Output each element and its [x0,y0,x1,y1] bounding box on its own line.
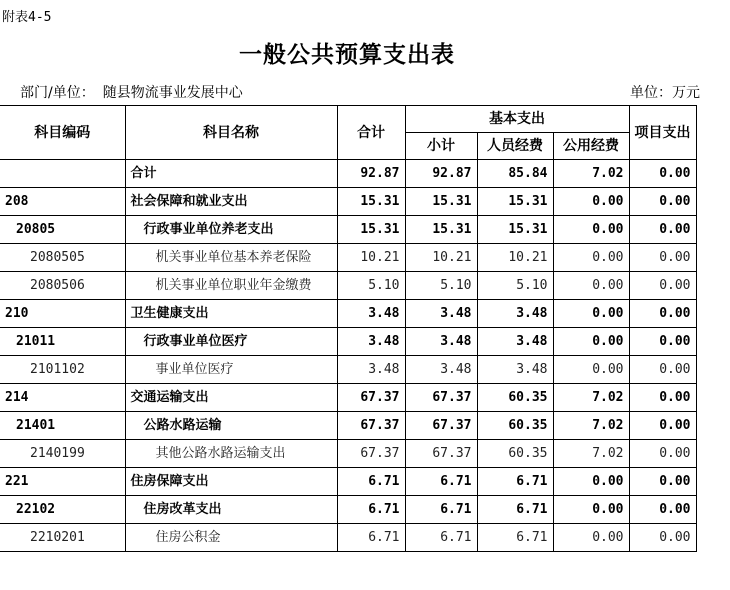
cell-public: 0.00 [553,356,629,384]
cell-personnel: 60.35 [477,412,553,440]
table-row [0,300,696,328]
cell-code [0,160,125,188]
cell-code: 210 [0,300,125,328]
table-row [0,188,696,216]
cell-public: 0.00 [553,524,629,552]
cell-public: 7.02 [553,160,629,188]
table-row [0,160,696,188]
cell-public: 0.00 [553,328,629,356]
department-value: 随县物流事业发展中心 [102,85,243,101]
cell-code: 20805 [0,216,125,244]
header-basic: 基本支出 [405,106,629,133]
cell-personnel: 5.10 [477,272,553,300]
cell-name: 社会保障和就业支出 [125,188,337,216]
cell-subtotal: 3.48 [405,356,477,384]
cell-personnel: 10.21 [477,244,553,272]
table-row [0,272,696,300]
cell-subtotal: 15.31 [405,188,477,216]
header-personnel: 人员经费 [477,133,553,160]
cell-public: 7.02 [553,384,629,412]
department-label: 部门/单位： [20,85,95,101]
cell-total: 3.48 [337,356,405,384]
cell-personnel: 3.48 [477,356,553,384]
cell-personnel: 6.71 [477,524,553,552]
cell-public: 0.00 [553,468,629,496]
cell-name: 行政事业单位医疗 [125,328,337,356]
cell-subtotal: 67.37 [405,412,477,440]
cell-subtotal: 67.37 [405,384,477,412]
table-row [0,412,696,440]
cell-code: 2140199 [0,440,125,468]
page-title: 一般公共预算支出表 [239,41,455,68]
cell-project: 0.00 [629,496,696,524]
cell-personnel: 15.31 [477,216,553,244]
cell-name: 卫生健康支出 [125,300,337,328]
cell-name: 事业单位医疗 [125,356,337,384]
cell-personnel: 3.48 [477,328,553,356]
cell-subtotal: 5.10 [405,272,477,300]
cell-subtotal: 15.31 [405,216,477,244]
cell-name: 其他公路水路运输支出 [125,440,337,468]
cell-total: 67.37 [337,412,405,440]
cell-name: 交通运输支出 [125,384,337,412]
cell-project: 0.00 [629,440,696,468]
cell-code: 2080506 [0,272,125,300]
cell-code: 2101102 [0,356,125,384]
header-project: 项目支出 [629,106,696,160]
cell-subtotal: 67.37 [405,440,477,468]
cell-total: 67.37 [337,440,405,468]
cell-public: 0.00 [553,216,629,244]
table-row [0,524,696,552]
cell-total: 15.31 [337,188,405,216]
cell-total: 6.71 [337,468,405,496]
header-name: 科目名称 [125,106,337,160]
unit-label: 单位：万元 [630,85,700,101]
cell-total: 67.37 [337,384,405,412]
table-row [0,244,696,272]
cell-total: 92.87 [337,160,405,188]
cell-project: 0.00 [629,244,696,272]
cell-code: 21011 [0,328,125,356]
cell-name: 公路水路运输 [125,412,337,440]
cell-project: 0.00 [629,216,696,244]
cell-name: 住房公积金 [125,524,337,552]
cell-project: 0.00 [629,328,696,356]
table-row [0,384,696,412]
cell-public: 7.02 [553,412,629,440]
cell-project: 0.00 [629,300,696,328]
cell-project: 0.00 [629,468,696,496]
cell-personnel: 3.48 [477,300,553,328]
cell-personnel: 60.35 [477,384,553,412]
cell-project: 0.00 [629,160,696,188]
cell-public: 0.00 [553,496,629,524]
cell-public: 7.02 [553,440,629,468]
cell-public: 0.00 [553,188,629,216]
cell-personnel: 15.31 [477,188,553,216]
cell-subtotal: 6.71 [405,524,477,552]
cell-subtotal: 10.21 [405,244,477,272]
department-info [20,82,243,102]
cell-name: 机关事业单位基本养老保险 [125,244,337,272]
cell-project: 0.00 [629,188,696,216]
budget-table [0,105,697,552]
cell-public: 0.00 [553,272,629,300]
cell-code: 208 [0,188,125,216]
cell-code: 221 [0,468,125,496]
table-row [0,356,696,384]
table-row [0,216,696,244]
cell-name: 行政事业单位养老支出 [125,216,337,244]
cell-project: 0.00 [629,524,696,552]
cell-project: 0.00 [629,412,696,440]
header-total: 合计 [337,106,405,160]
cell-personnel: 60.35 [477,440,553,468]
header-subtotal: 小计 [405,133,477,160]
table-row [0,328,696,356]
cell-public: 0.00 [553,300,629,328]
table-row [0,440,696,468]
cell-total: 6.71 [337,524,405,552]
attachment-label: 附表4-5 [2,10,52,25]
cell-code: 21401 [0,412,125,440]
cell-project: 0.00 [629,272,696,300]
cell-public: 0.00 [553,244,629,272]
cell-code: 2080505 [0,244,125,272]
cell-total: 10.21 [337,244,405,272]
cell-code: 214 [0,384,125,412]
cell-subtotal: 3.48 [405,300,477,328]
table-body [0,160,696,552]
table-row [0,496,696,524]
cell-code: 2210201 [0,524,125,552]
cell-subtotal: 92.87 [405,160,477,188]
header-code: 科目编码 [0,106,125,160]
cell-name: 机关事业单位职业年金缴费 [125,272,337,300]
table-row [0,468,696,496]
cell-subtotal: 3.48 [405,328,477,356]
cell-total: 6.71 [337,496,405,524]
cell-project: 0.00 [629,356,696,384]
cell-total: 5.10 [337,272,405,300]
cell-personnel: 6.71 [477,496,553,524]
cell-project: 0.00 [629,384,696,412]
cell-subtotal: 6.71 [405,468,477,496]
cell-name: 合计 [125,160,337,188]
cell-personnel: 85.84 [477,160,553,188]
cell-personnel: 6.71 [477,468,553,496]
header-public: 公用经费 [553,133,629,160]
cell-subtotal: 6.71 [405,496,477,524]
cell-code: 22102 [0,496,125,524]
cell-total: 3.48 [337,328,405,356]
cell-total: 15.31 [337,216,405,244]
cell-name: 住房改革支出 [125,496,337,524]
cell-total: 3.48 [337,300,405,328]
cell-name: 住房保障支出 [125,468,337,496]
